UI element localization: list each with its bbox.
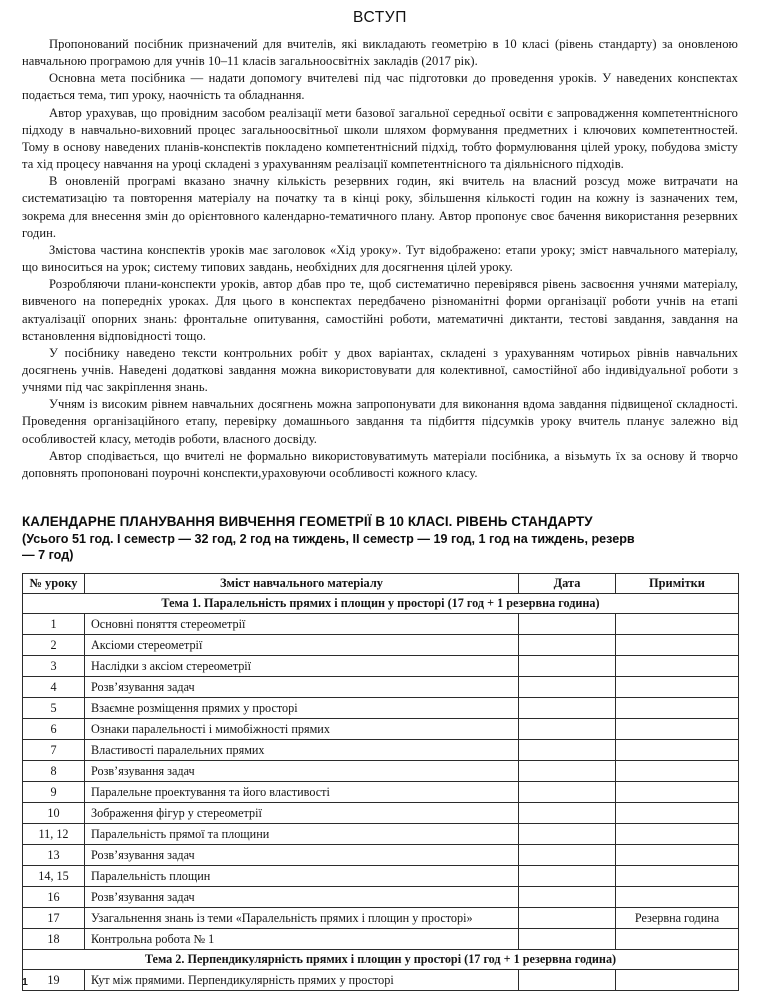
- cell-lesson-number: 10: [23, 802, 85, 823]
- column-header-lesson-number: № уроку: [23, 573, 85, 593]
- intro-paragraph: Змістова частина конспектів уроків має заголовок «Хід уроку». Тут відображено: етапи уроку; зміст навчального матеріалу, що виноситься на урок; систему типових завдань, необхідних для досягнення цілей уроку.: [22, 242, 738, 275]
- cell-lesson-number: 14, 15: [23, 865, 85, 886]
- table-body: [23, 593, 739, 990]
- table-row: [23, 886, 739, 907]
- cell-lesson-number: 13: [23, 844, 85, 865]
- cell-note[interactable]: [616, 739, 739, 760]
- cell-content: Взаємне розміщення прямих у просторі: [85, 697, 519, 718]
- cell-content: Паралельне проектування та його властивості: [85, 781, 519, 802]
- cell-date[interactable]: [519, 655, 616, 676]
- cell-date[interactable]: [519, 886, 616, 907]
- cell-note[interactable]: [616, 718, 739, 739]
- table-row: [23, 718, 739, 739]
- cell-date[interactable]: [519, 760, 616, 781]
- cell-note[interactable]: [616, 823, 739, 844]
- intro-paragraph: Основна мета посібника — надати допомогу вчителеві під час підготовки до проведення уроків. У наведених конспектах подається тема, тип уроку, наочність та обладнання.: [22, 71, 738, 103]
- cell-content: Ознаки паралельності і мимобіжності прямих: [85, 718, 519, 739]
- table-row: [23, 634, 739, 655]
- cell-note[interactable]: [616, 697, 739, 718]
- cell-note[interactable]: [616, 928, 739, 949]
- table-row: [23, 697, 739, 718]
- table-head: [23, 573, 739, 593]
- intro-paragraph: У посібнику наведено тексти контрольних робіт у двох варіантах, складені з урахуванням чотирьох рівнів навчальних досягнень учнів. Наведені додаткові завдання можна використовувати для колективної, самостійної або індивідуальної роботи з учнями під час закріплення знань.: [22, 345, 738, 395]
- cell-note[interactable]: [616, 760, 739, 781]
- cell-lesson-number: 9: [23, 781, 85, 802]
- cell-lesson-number: 5: [23, 697, 85, 718]
- table-row: [23, 760, 739, 781]
- cell-date[interactable]: [519, 781, 616, 802]
- cell-note[interactable]: [616, 634, 739, 655]
- column-header-date: Дата: [519, 573, 616, 593]
- cell-content: Паралельність прямої та площини: [85, 823, 519, 844]
- table-row: [23, 969, 739, 990]
- table-row: [23, 739, 739, 760]
- calendar-plan-heading-title: КАЛЕНДАРНЕ ПЛАНУВАННЯ ВИВЧЕННЯ ГЕОМЕТРІЇ В 10 КЛАСІ. РІВЕНЬ СТАНДАРТУ: [22, 514, 593, 530]
- cell-date[interactable]: [519, 634, 616, 655]
- table-row: [23, 613, 739, 634]
- theme-title: Тема 2. Перпендикулярність прямих і площин у просторі (17 год + 1 резервна година): [23, 949, 739, 969]
- cell-date[interactable]: [519, 928, 616, 949]
- page-title: ВСТУП: [353, 9, 407, 26]
- cell-content: Кут між прямими. Перпендикулярність прямих у просторі: [85, 969, 519, 990]
- cell-date[interactable]: [519, 613, 616, 634]
- cell-content: Паралельність площин: [85, 865, 519, 886]
- calendar-plan-table: [22, 573, 739, 991]
- intro-paragraph: Автор урахував, що провідним засобом реалізації мети базової загальної середньої освіти є запровадження компетентнісного підходу в навчально-виховний процес загальноосвітньої школи шляхом формування предметних і ключових компетентностей. Тому в основу наведених планів-конспектів покладено компетентнісний підхід, тобто формулювання цілей уроку, побудова змісту та хід процесу навчання на уроці складені з урахуванням реалізації компетентнісного та діяльнісного підходів.: [22, 105, 738, 172]
- intro-paragraph: Пропонований посібник призначений для вчителів, які викладають геометрію в 10 класі (рівень стандарту) за оновленою навчальною програмою для учнів 10–11 класів загальноосвітніх закладів (2017 рік).: [22, 37, 738, 69]
- table-row: [23, 865, 739, 886]
- cell-content: Наслідки з аксіом стереометрії: [85, 655, 519, 676]
- cell-lesson-number: 16: [23, 886, 85, 907]
- cell-date[interactable]: [519, 844, 616, 865]
- cell-content: Розв’язування задач: [85, 886, 519, 907]
- cell-date[interactable]: [519, 676, 616, 697]
- table-row: [23, 844, 739, 865]
- cell-lesson-number: 8: [23, 760, 85, 781]
- cell-content: Властивості паралельних прямих: [85, 739, 519, 760]
- cell-lesson-number: 7: [23, 739, 85, 760]
- table-theme-row: [23, 593, 739, 613]
- cell-note[interactable]: [616, 802, 739, 823]
- column-header-content: Зміст навчального матеріалу: [85, 573, 519, 593]
- cell-content: Зображення фігур у стереометрії: [85, 802, 519, 823]
- cell-content: Аксіоми стереометрії: [85, 634, 519, 655]
- page-number: 1: [22, 976, 28, 988]
- cell-note[interactable]: [616, 844, 739, 865]
- table-row: [23, 655, 739, 676]
- table-row: [23, 907, 739, 928]
- cell-lesson-number: 1: [23, 613, 85, 634]
- cell-lesson-number: 18: [23, 928, 85, 949]
- cell-note[interactable]: [616, 613, 739, 634]
- cell-note[interactable]: [616, 865, 739, 886]
- cell-lesson-number: 6: [23, 718, 85, 739]
- cell-date[interactable]: [519, 697, 616, 718]
- calendar-plan-heading: [22, 482, 738, 564]
- cell-lesson-number: 19: [23, 969, 85, 990]
- table-row: [23, 928, 739, 949]
- table-theme-row: [23, 949, 739, 969]
- cell-date[interactable]: [519, 718, 616, 739]
- cell-note[interactable]: [616, 886, 739, 907]
- cell-date[interactable]: [519, 739, 616, 760]
- calendar-plan-table-wrap: [22, 573, 738, 991]
- cell-note[interactable]: Резервна година: [616, 907, 739, 928]
- column-header-notes: Примітки: [616, 573, 739, 593]
- intro-paragraph: Автор сподівається, що вчителі не формально використовуватимуть матеріали посібника, а візьмуть їх за основу й творчо доповнять пропоновані поурочні конспекти,ураховуючи особливості кожного класу.: [22, 448, 738, 480]
- cell-content: Узагальнення знань із теми «Паралельність прямих і площин у просторі»: [85, 907, 519, 928]
- cell-content: Розв’язування задач: [85, 844, 519, 865]
- cell-lesson-number: 2: [23, 634, 85, 655]
- intro-body: [22, 36, 738, 482]
- cell-note[interactable]: [616, 676, 739, 697]
- cell-note[interactable]: [616, 655, 739, 676]
- intro-paragraph: В оновленій програмі вказано значну кількість резервних годин, які вчитель на власний розсуд може витрачати на систематизацію та повторення матеріалу на початку та в кінці року, збільшення кількості годин на кожну із зазначених тем, зокрема для внесення змін до орієнтовного календарно-тематичного плану. Автор пропонує своє бачення використання резервних годин.: [22, 174, 738, 240]
- cell-lesson-number: 17: [23, 907, 85, 928]
- cell-lesson-number: 4: [23, 676, 85, 697]
- table-row: [23, 781, 739, 802]
- table-header-row: [23, 573, 739, 593]
- cell-date[interactable]: [519, 865, 616, 886]
- cell-date[interactable]: [519, 823, 616, 844]
- cell-lesson-number: 3: [23, 655, 85, 676]
- theme-title: Тема 1. Паралельність прямих і площин у просторі (17 год + 1 резервна година): [23, 593, 739, 613]
- intro-paragraph: Розробляючи плани-конспекти уроків, автор дбав про те, щоб систематично перевірявся рівень засвоєння учнями матеріалу, вивченого на попередніх уроках. Для цього в конспектах передбачено різноманітні форми організації роботи учнів на етапі актуалізації опорних знань: фронтальне опитування, самостійні роботи, математичні диктанти, тестові завдання, завдання на встановлення відповідності тощо.: [22, 277, 738, 343]
- cell-note[interactable]: [616, 969, 739, 990]
- table-row: [23, 676, 739, 697]
- cell-date[interactable]: [519, 802, 616, 823]
- cell-content: Контрольна робота № 1: [85, 928, 519, 949]
- cell-content: Основні поняття стереометрії: [85, 613, 519, 634]
- cell-content: Розв’язування задач: [85, 760, 519, 781]
- cell-date[interactable]: [519, 969, 616, 990]
- cell-content: Розв’язування задач: [85, 676, 519, 697]
- intro-paragraph: Учням із високим рівнем навчальних досягнень можна запропонувати для виконання вдома завдання підвищеної складності. Проведення організаційного етапу, перевірку домашнього завдання та підбиття підсумків уроку вчитель планує залежно від особливостей класу, методів роботи, власного досвіду.: [22, 397, 738, 446]
- calendar-plan-heading-subtitle: (Усього 51 год. I семестр — 32 год, 2 год на тиждень, II семестр — 19 год, 1 год на тиждень, резерв — 7 год): [22, 532, 635, 563]
- cell-note[interactable]: [616, 781, 739, 802]
- table-row: [23, 823, 739, 844]
- cell-date[interactable]: [519, 907, 616, 928]
- cell-lesson-number: 11, 12: [23, 823, 85, 844]
- table-row: [23, 802, 739, 823]
